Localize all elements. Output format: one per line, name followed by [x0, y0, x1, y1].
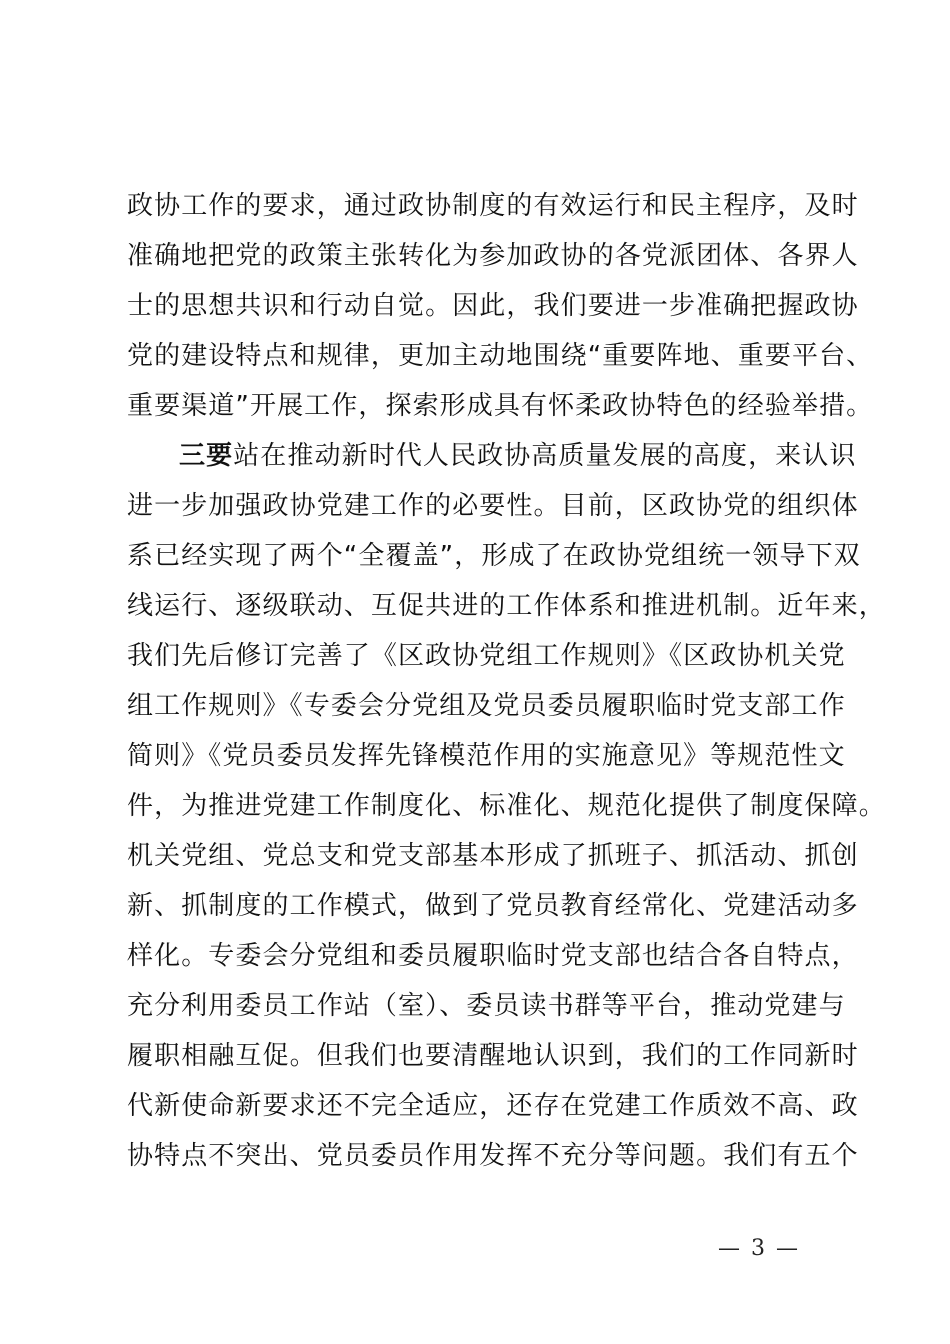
text-line: 代新使命新要求还不完全适应，还存在党建工作质效不高、政	[127, 1091, 859, 1121]
text-line: 线运行、逐级联动、互促共进的工作体系和推进机制。近年来，	[127, 591, 886, 621]
paragraph-first-line	[127, 431, 857, 481]
text-line: 组工作规则》《专委会分党组及党员委员履职临时党支部工作	[127, 691, 846, 721]
text-line: 样化。专委会分党组和委员履职临时党支部也结合各自特点，	[127, 941, 859, 971]
paragraph-1	[127, 181, 874, 431]
text-line: 士的思想共识和行动自觉。因此，我们要进一步准确把握政协	[127, 291, 859, 321]
text-line: 简则》《党员委员发挥先锋模范作用的实施意见》等规范性文	[127, 741, 846, 771]
text-line: 机关党组、党总支和党支部基本形成了抓班子、抓活动、抓创	[127, 841, 859, 871]
text-line: 准确地把党的政策主张转化为参加政协的各党派团体、各界人	[127, 241, 859, 271]
text-line: 履职相融互促。但我们也要清醒地认识到，我们的工作同新时	[127, 1041, 859, 1071]
paragraph-first-line-text: 站在推动新时代人民政协高质量发展的高度，来认识	[233, 441, 857, 471]
text-line: 充分利用委员工作站（室）、委员读书群等平台，推动党建与	[127, 991, 846, 1021]
page-number: — 3 —	[718, 1236, 800, 1261]
text-line: 进一步加强政协党建工作的必要性。目前，区政协党的组织体	[127, 491, 859, 521]
paragraph-lead-heading: 三要	[179, 441, 234, 471]
paragraph-2	[127, 431, 886, 1181]
text-line: 协特点不突出、党员委员作用发挥不充分等问题。我们有五个	[127, 1141, 859, 1171]
text-line: 新、抓制度的工作模式，做到了党员教育经常化、党建活动多	[127, 891, 859, 921]
text-line: 件，为推进党建工作制度化、标准化、规范化提供了制度保障。	[127, 791, 886, 821]
document-body	[127, 181, 886, 1181]
text-line: 系已经实现了两个“全覆盖”，形成了在政协党组统一领导下双	[127, 541, 861, 571]
text-line: 我们先后修订完善了《区政协党组工作规则》《区政协机关党	[127, 641, 846, 671]
text-line: 政协工作的要求，通过政协制度的有效运行和民主程序，及时	[127, 191, 859, 221]
text-line: 重要渠道”开展工作，探索形成具有怀柔政协特色的经验举措。	[127, 391, 874, 421]
text-line: 党的建设特点和规律，更加主动地围绕“重要阵地、重要平台、	[127, 341, 874, 371]
